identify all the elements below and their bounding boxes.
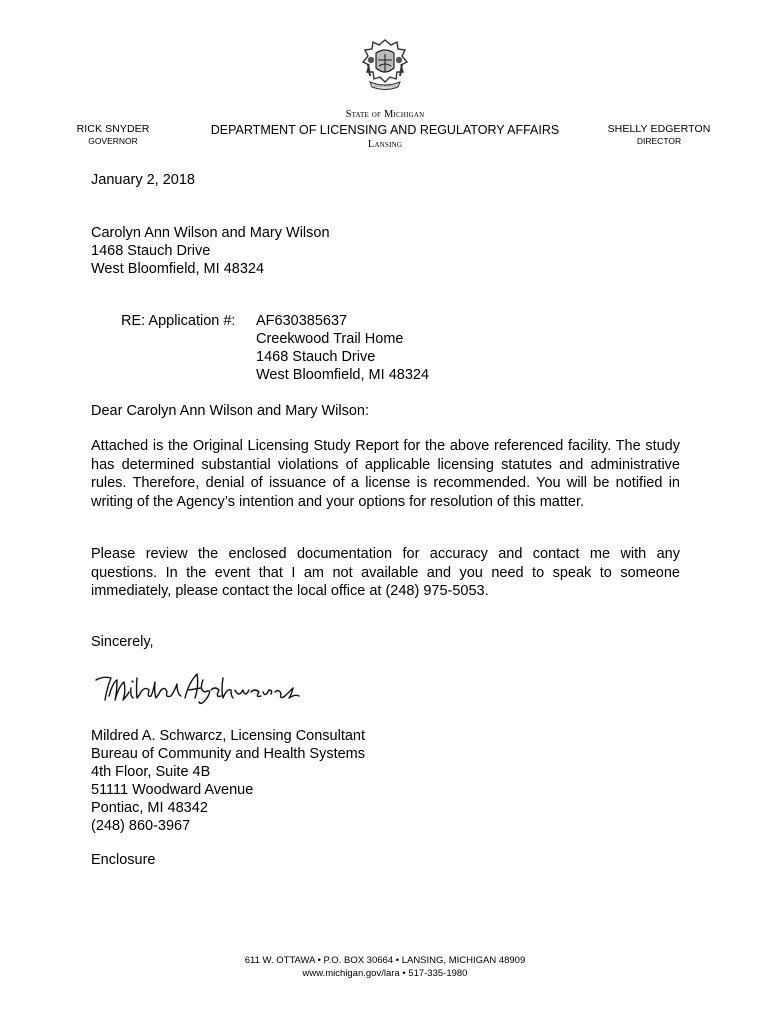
application-number: AF630385637	[256, 313, 348, 329]
recipient-line: 1468 Stauch Drive	[91, 243, 211, 259]
enclosure-note: Enclosure	[91, 852, 156, 868]
recipient-line: Carolyn Ann Wilson and Mary Wilson	[91, 225, 330, 241]
signer-line: Mildred A. Schwarcz, Licensing Consultant	[91, 728, 366, 744]
signer-line: (248) 860-3967	[91, 818, 191, 834]
signer-line: 51111 Woodward Avenue	[91, 782, 254, 798]
footer-address: 611 W. OTTAWA • P.O. BOX 30664 • LANSING, MICHIGAN 48909	[244, 955, 526, 966]
body-paragraph: Attached is the Original Licensing Study Report for the above referenced facility. The study has determined substantial violations of applicable licensing statutes and administrative rules. Therefore, denial of issuance of a license is recommended. You will be notified in writing of the Agency’s intention and your options for resolution of this matter.	[91, 438, 680, 510]
page-footer	[0, 955, 770, 980]
re-label: RE: Application #:	[121, 313, 236, 329]
director-name: SHELLY EDGERTON	[607, 123, 711, 135]
re-details	[256, 312, 429, 384]
signer-block	[91, 727, 365, 835]
director-block	[604, 123, 714, 147]
signer-line: Bureau of Community and Health Systems	[91, 746, 366, 762]
body-paragraph: Please review the enclosed documentation for accuracy and contact me with any questions. In the event that I am not available and you need to speak to someone immediately, please contact the local office at (248) 975-5053.	[91, 546, 680, 599]
governor-block	[68, 123, 158, 147]
michigan-state-seal-icon	[360, 38, 410, 96]
governor-name: RICK SNYDER	[76, 123, 150, 135]
letter-date: January 2, 2018	[91, 172, 195, 188]
signer-line: Pontiac, MI 48342	[91, 800, 208, 816]
facility-city: West Bloomfield, MI 48324	[256, 367, 430, 383]
signer-line: 4th Floor, Suite 4B	[91, 764, 211, 780]
closing: Sincerely,	[91, 634, 154, 650]
facility-street: 1468 Stauch Drive	[256, 349, 376, 365]
department-name: DEPARTMENT OF LICENSING AND REGULATORY AFFAIRS	[210, 123, 560, 137]
letterhead	[190, 108, 580, 152]
handwritten-signature	[93, 668, 303, 710]
footer-contact: www.michigan.gov/lara • 517-335-1980	[302, 967, 468, 979]
state-line: State of Michigan	[345, 109, 425, 120]
city-line: Lansing	[367, 139, 403, 150]
recipient-line: West Bloomfield, MI 48324	[91, 261, 265, 277]
salutation: Dear Carolyn Ann Wilson and Mary Wilson:	[91, 403, 370, 419]
director-title: DIRECTOR	[636, 136, 682, 146]
recipient-address	[91, 224, 330, 278]
governor-title: GOVERNOR	[88, 136, 138, 146]
facility-name: Creekwood Trail Home	[256, 331, 404, 347]
